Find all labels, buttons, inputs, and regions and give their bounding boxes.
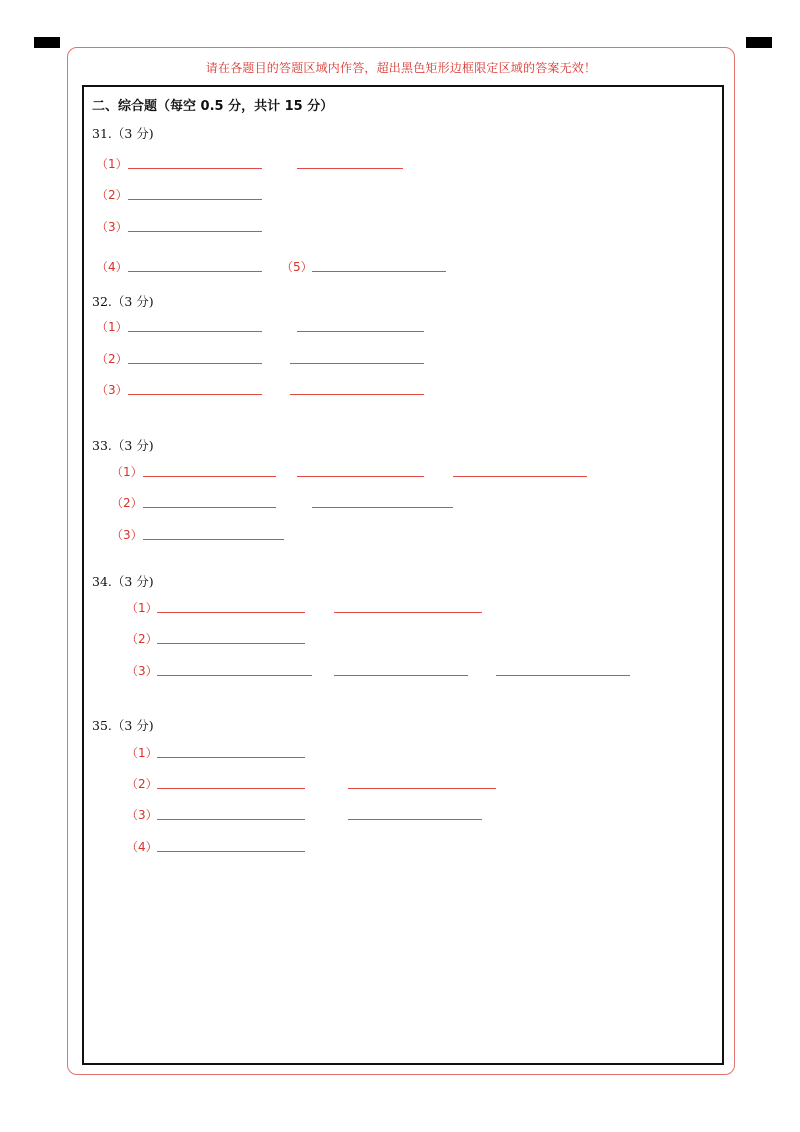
q34-answer-line[interactable] [496, 675, 630, 676]
q34-answer-line[interactable] [157, 643, 305, 644]
question-35-label: 35.（3 分) [92, 718, 154, 733]
q35-answer-line[interactable] [157, 757, 305, 758]
question-31-label: 31.（3 分) [92, 126, 154, 141]
q35-answer-line[interactable] [348, 788, 496, 789]
q33-answer-line[interactable] [143, 507, 276, 508]
q32-answer-line[interactable] [128, 363, 262, 364]
q32-answer-line[interactable] [290, 394, 424, 395]
q33-blank-2-number: （2） [111, 496, 143, 510]
answer-region-box [82, 85, 724, 1065]
alignment-mark-left [34, 37, 60, 48]
q35-blank-1-number: （1） [126, 746, 158, 760]
q33-blank-1-number: （1） [111, 465, 143, 479]
q32-answer-line[interactable] [297, 331, 424, 332]
q35-answer-line[interactable] [157, 851, 305, 852]
q34-answer-line[interactable] [157, 612, 305, 613]
q33-answer-line[interactable] [143, 539, 284, 540]
q35-blank-4-number: （4） [126, 840, 158, 854]
q35-answer-line[interactable] [348, 819, 482, 820]
q33-answer-line[interactable] [143, 476, 276, 477]
question-33-label: 33.（3 分) [92, 438, 154, 453]
q35-answer-line[interactable] [157, 788, 305, 789]
section-title: 二、综合题（每空 0.5 分，共计 15 分） [92, 99, 334, 114]
answer-area-notice: 请在各题目的答题区域内作答，超出黑色矩形边框限定区域的答案无效！ [205, 61, 597, 75]
q31-blank-4-number: （4） [96, 260, 128, 274]
q33-answer-line[interactable] [312, 507, 453, 508]
q31-answer-line[interactable] [128, 199, 262, 200]
q33-answer-line[interactable] [297, 476, 424, 477]
q32-answer-line[interactable] [290, 363, 424, 364]
q34-blank-3-number: （3） [126, 664, 158, 678]
q32-blank-2-number: （2） [96, 352, 128, 366]
q33-answer-line[interactable] [453, 476, 587, 477]
q35-answer-line[interactable] [157, 819, 305, 820]
q34-blank-2-number: （2） [126, 632, 158, 646]
q35-blank-3-number: （3） [126, 808, 158, 822]
q31-answer-line[interactable] [297, 168, 403, 169]
q31-blank-2-number: （2） [96, 188, 128, 202]
q31-blank-3-number: （3） [96, 220, 128, 234]
q32-answer-line[interactable] [128, 394, 262, 395]
q34-answer-line[interactable] [334, 675, 468, 676]
q34-answer-line[interactable] [334, 612, 482, 613]
q32-answer-line[interactable] [128, 331, 262, 332]
question-34-label: 34.（3 分) [92, 574, 154, 589]
q31-answer-line[interactable] [128, 231, 262, 232]
q31-answer-line[interactable] [312, 271, 446, 272]
question-32-label: 32.（3 分) [92, 294, 154, 309]
q31-answer-line[interactable] [128, 271, 262, 272]
alignment-mark-right [746, 37, 772, 48]
q35-blank-2-number: （2） [126, 777, 158, 791]
q34-answer-line[interactable] [157, 675, 312, 676]
q31-answer-line[interactable] [128, 168, 262, 169]
q31-blank-5-number: （5） [281, 260, 313, 274]
q33-blank-3-number: （3） [111, 528, 143, 542]
q32-blank-1-number: （1） [96, 320, 128, 334]
q31-blank-1-number: （1） [96, 157, 128, 171]
q32-blank-3-number: （3） [96, 383, 128, 397]
q34-blank-1-number: （1） [126, 601, 158, 615]
